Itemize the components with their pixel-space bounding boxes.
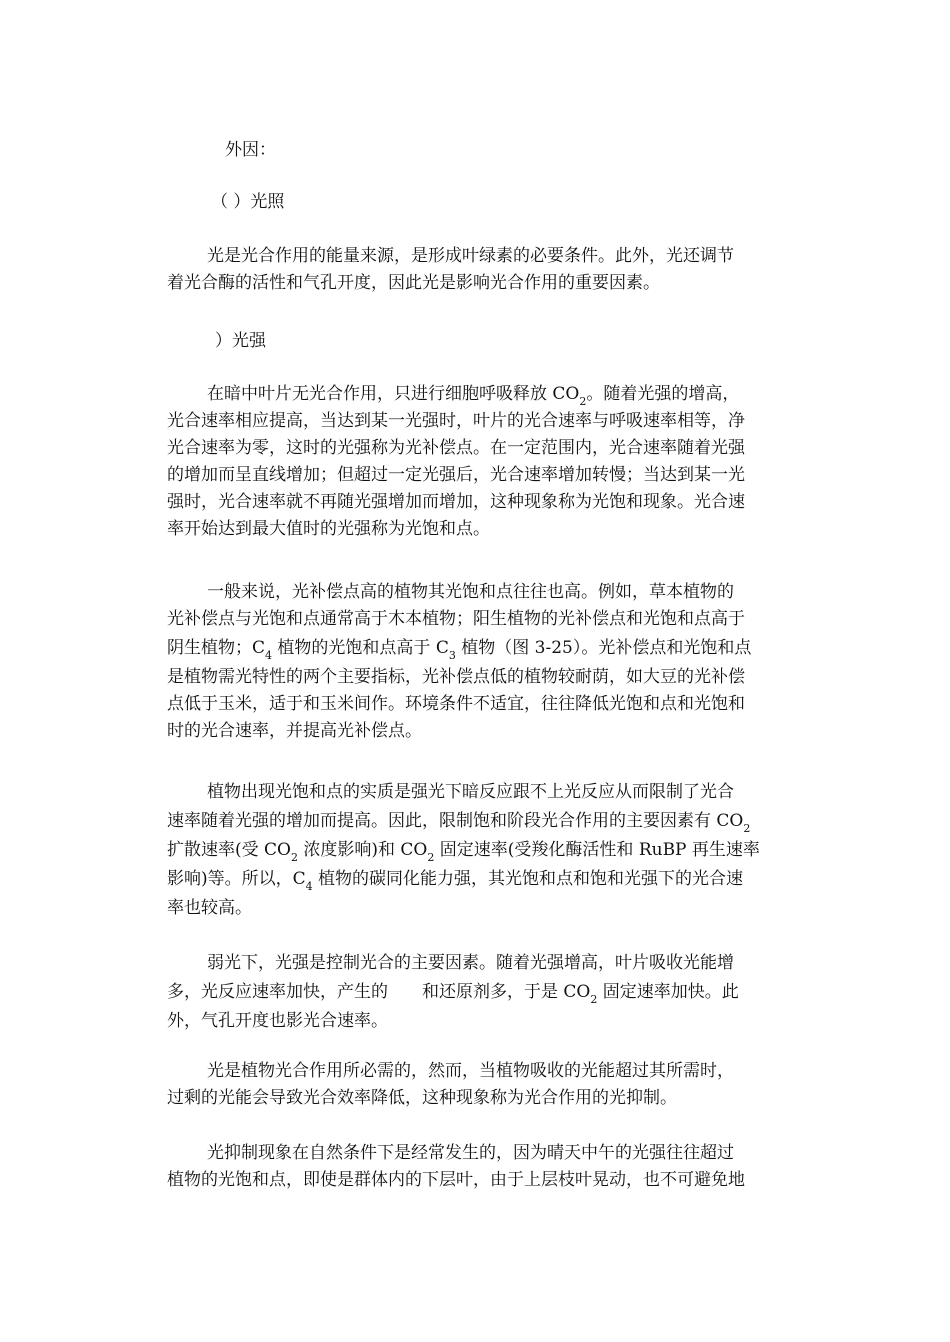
p5-line-1: 弱光下，光强是控制光合的主要因素。随着光强增高，叶片吸收光能增: [207, 953, 734, 973]
p3-line-5: 点低于玉米，适于和玉米间作。环境条件不适宜，往往降低光饱和点和光饱和: [167, 694, 745, 714]
p2-line-2: 光合速率相应提高，当达到某一光强时，叶片的光合速率与呼吸速率相等，净: [167, 411, 745, 431]
p7-line-1: 光抑制现象在自然条件下是经常发生的，因为晴天中午的光强往往超过: [207, 1143, 734, 1163]
p7-line-2: 植物的光饱和点，即使是群体内的下层叶，由于上层枝叶晃动，也不可避免地: [167, 1170, 745, 1190]
heading-light: （ ）光照: [211, 192, 285, 212]
p3-line-1: 一般来说，光补偿点高的植物其光饱和点往往也高。例如，草本植物的: [207, 582, 734, 602]
p1-line-2: 着光合酶的活性和气孔开度，因此光是影响光合作用的重要因素。: [167, 273, 660, 293]
p2-line-3: 光合速率为零，这时的光强称为光补偿点。在一定范围内，光合速率随着光强: [167, 438, 745, 458]
p4-line-4: 影响)等。所以，$C_4$ 植物的碳同化能力强，其光饱和点和饱和光强下的光合速: [167, 869, 744, 893]
p6-line-1: 光是植物光合作用所必需的，然而，当植物吸收的光能超过其所需时，: [207, 1061, 734, 1081]
p4-line-2: 速率随着光强的增加而提高。因此，限制饱和阶段光合作用的主要因素有 $CO_2$: [167, 811, 751, 835]
p5-line-3: 外，气孔开度也影光合速率。: [167, 1011, 388, 1031]
p4-line-5: 率也较高。: [167, 898, 252, 918]
p2-line-5: 强时，光合速率就不再随光强增加而增加，这种现象称为光饱和现象。光合速: [167, 492, 745, 512]
p4-line-1: 植物出现光饱和点的实质是强光下暗反应跟不上光反应从而限制了光合: [207, 782, 734, 802]
p1-line-1: 光是光合作用的能量来源，是形成叶绿素的必要条件。此外，光还调节: [207, 246, 734, 266]
p5-line-2: 多，光反应速率加快，产生的 和还原剂多，于是 $CO_2$ 固定速率加快。此: [167, 982, 739, 1006]
p6-line-2: 过剩的光能会导致光合效率降低，这种现象称为光合作用的光抑制。: [167, 1088, 677, 1108]
p2-line-4: 的增加而呈直线增加；但超过一定光强后，光合速率增加转慢；当达到某一光: [167, 465, 745, 485]
heading-light-intensity: ）光强: [215, 331, 266, 351]
p3-line-4: 是植物需光特性的两个主要指标，光补偿点低的植物较耐荫，如大豆的光补偿: [167, 667, 745, 687]
p3-line-6: 时的光合速率，并提高光补偿点。: [167, 721, 422, 741]
p3-line-2: 光补偿点与光饱和点通常高于木本植物；阳生植物的光补偿点和光饱和点高于: [167, 609, 745, 629]
p3-line-3: 阴生植物；$C_4$ 植物的光饱和点高于 $C_3$ 植物（图 3-25）。光补偿点和光饱和点: [167, 638, 752, 662]
p2-line-1: 在暗中叶片无光合作用，只进行细胞呼吸释放 $CO_2$。随着光强的增高，: [207, 384, 740, 408]
p4-line-3: 扩散速率(受 $CO_2$ 浓度影响)和 $CO_2$ 固定速率(受羧化酶活性和 RuBP 再生速率: [167, 840, 760, 864]
heading-external-factors: 外因：: [225, 140, 276, 160]
p2-line-6: 率开始达到最大值时的光强称为光饱和点。: [167, 519, 490, 539]
